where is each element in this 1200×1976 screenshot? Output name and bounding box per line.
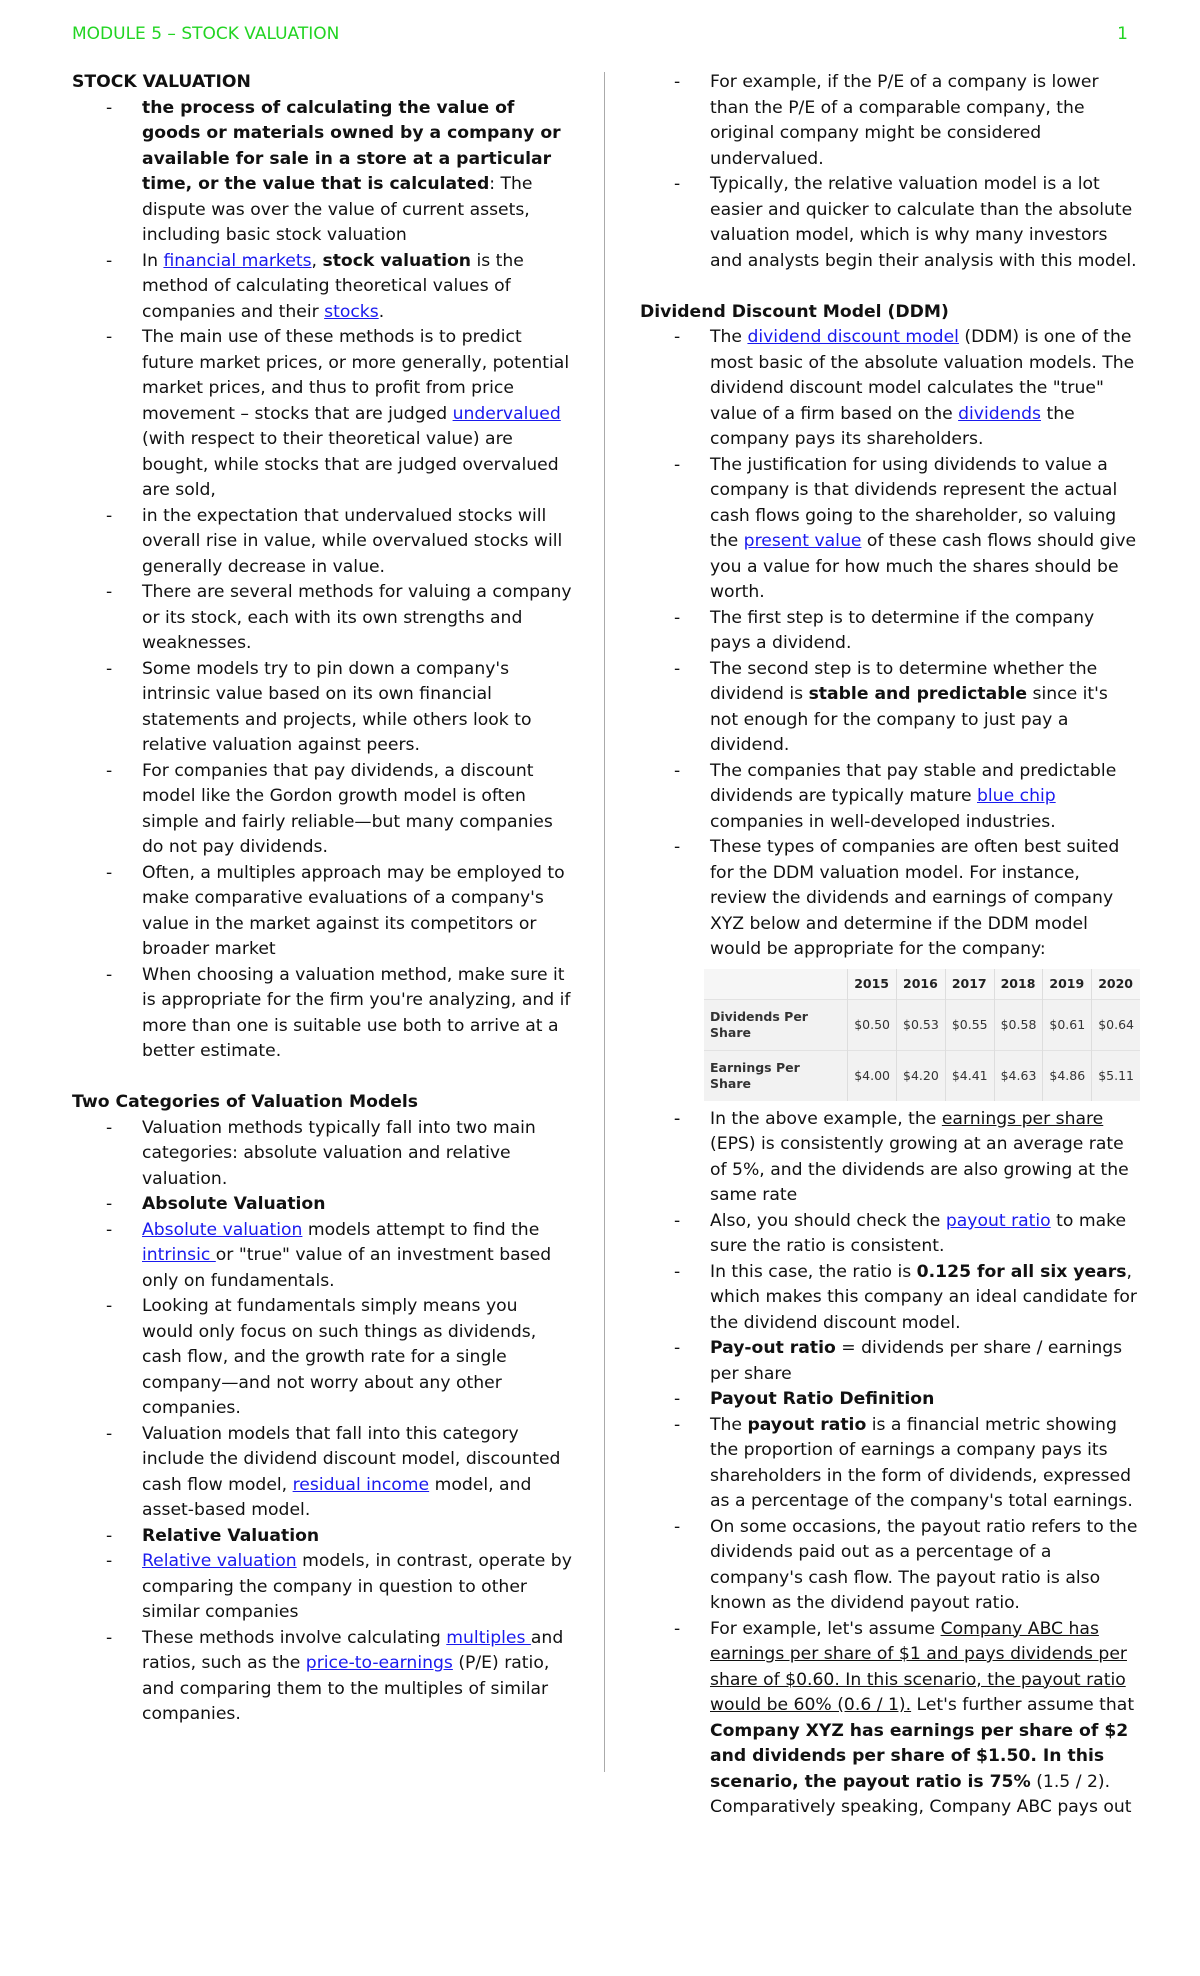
table-row <box>704 1050 1140 1101</box>
link-present-value[interactable]: present value <box>743 531 862 551</box>
table-cell: $4.63 <box>994 1050 1043 1101</box>
page-header <box>72 24 1128 50</box>
row-label: Earnings Per Share <box>704 1050 848 1101</box>
list-item: - Looking at fundamentals simply means you would only focus on such things as dividends, cash flow, and the growth rate for a single company—and not worry about any other companies. <box>72 1294 572 1422</box>
list-item: - For example, let's assume Company ABC has earnings per share of $1 and pays dividends per share of $0.60. In this scenario, the payout ratio would be 60% (0.6 / 1). Let's further assume that Company XYZ has earnings per share of $2 and dividends per share of $1.50. In this scenario, the payout ratio is 75% (1.5 / 2). Comparatively speaking, Company ABC pays out <box>640 1617 1140 1821</box>
section-title-ddm: Dividend Discount Model (DDM) <box>640 301 949 322</box>
table-cell: $0.61 <box>1043 999 1092 1050</box>
link-price-to-earnings[interactable]: price-to-earnings <box>305 1653 453 1673</box>
year-header: 2020 <box>1092 969 1140 1000</box>
list-item: - The main use of these methods is to predict future market prices, or more generally, potential market prices, and thus to profit from price movement – stocks that are judged undervalued (with respect to their theoretical value) are bought, while stocks that are judged overvalued are sold, <box>72 325 572 504</box>
list-item: - The justification for using dividends to value a company is that dividends represent the actual cash flows going to the shareholder, so valuing the present value of these cash flows should give you a value for how much the shares should be worth. <box>640 453 1140 606</box>
table-cell: $5.11 <box>1092 1050 1140 1101</box>
list-item: - These methods involve calculating multiples and ratios, such as the price-to-earnings (P/E) ratio, and comparing them to the multiples of similar companies. <box>72 1626 572 1728</box>
list-item: - The payout ratio is a financial metric showing the proportion of earnings a company pays its shareholders in the form of dividends, expressed as a percentage of the company's total earnings. <box>640 1413 1140 1515</box>
link-stocks[interactable]: stocks <box>324 301 379 322</box>
list-item: - In financial markets, stock valuation is the method of calculating theoretical values of companies and their stocks. <box>72 249 572 326</box>
list-item: - the process of calculating the value of goods or materials owned by a company or available for sale in a store at a particular time, or the value that is calculated: The dispute was over the value of current assets, including basic stock valuation <box>72 96 572 249</box>
two-categories-list <box>72 1116 572 1728</box>
dividends-earnings-table <box>704 969 1140 1101</box>
link-dividend-discount-model[interactable]: dividend discount model <box>747 327 959 347</box>
list-item: - In the above example, the earnings per share (EPS) is consistently growing at an average rate of 5%, and the dividends are also growing at the same rate <box>640 1107 1140 1209</box>
link-blue-chip[interactable]: blue chip <box>977 786 1056 806</box>
left-column <box>72 70 572 1728</box>
right-column <box>640 70 1140 1821</box>
section-title-two-categories: Two Categories of Valuation Models <box>72 1092 419 1112</box>
table-cell: $0.53 <box>897 999 946 1050</box>
pe-list <box>640 70 1140 274</box>
list-item <box>640 1387 1140 1413</box>
table-cell: $0.55 <box>945 999 994 1050</box>
list-item: - When choosing a valuation method, make sure it is appropriate for the firm you're analyzing, and if more than one is suitable use both to arrive at a better estimate. <box>72 963 572 1065</box>
year-header: 2016 <box>897 969 946 1000</box>
list-item: - in the expectation that undervalued stocks will overall rise in value, while overvalued stocks will generally decrease in value. <box>72 504 572 581</box>
link-financial-markets[interactable]: financial markets <box>163 250 312 271</box>
table-cell: $4.00 <box>848 1050 897 1101</box>
list-item: - The first step is to determine if the company pays a dividend. <box>640 606 1140 657</box>
table-cell: $0.50 <box>848 999 897 1050</box>
ddm-list <box>640 325 1140 1821</box>
year-header: 2018 <box>994 969 1043 1000</box>
link-absolute-valuation[interactable]: Absolute valuation <box>142 1219 303 1240</box>
stock-valuation-list <box>72 96 572 1065</box>
table-cell: $4.86 <box>1043 1050 1092 1101</box>
list-item: - Some models try to pin down a company's intrinsic value based on its own financial statements and projects, while others look to relative valuation against peers. <box>72 657 572 759</box>
list-item: - Absolute valuation models attempt to find the intrinsic or "true" value of an investment based only on fundamentals. <box>72 1218 572 1295</box>
list-item: - These types of companies are often best suited for the DDM valuation model. For instance, review the dividends and earnings of company XYZ below and determine if the DDM model would be appropriate for the company: 2015 2016 2017 2018 2019 2020 Dividends Per Share $0.50 $0.53 $0.55 $0.58 $0.61 $0.64 Earnings Per Share $4.00 $4.20 $4.41 $4.63 $4.86 $5.11 <box>640 835 1140 1101</box>
list-item <box>72 1192 572 1218</box>
row-label: Dividends Per Share <box>704 999 848 1050</box>
section-title-stock-valuation: STOCK VALUATION <box>72 72 251 92</box>
list-item: - Pay-out ratio = dividends per share / earnings per share <box>640 1336 1140 1387</box>
link-dividends[interactable]: dividends <box>958 403 1041 424</box>
link-multiples[interactable]: multiples <box>446 1627 531 1648</box>
spacer <box>72 1065 572 1091</box>
table-header-row <box>704 969 1140 1000</box>
module-title: MODULE 5 – STOCK VALUATION <box>72 24 340 44</box>
spacer <box>640 274 1140 300</box>
list-item: - On some occasions, the payout ratio refers to the dividends paid out as a percentage of a company's cash flow. The payout ratio is also known as the dividend payout ratio. <box>640 1515 1140 1617</box>
link-undervalued[interactable]: undervalued <box>452 403 561 424</box>
list-item: - Also, you should check the payout ratio to make sure the ratio is consistent. <box>640 1209 1140 1260</box>
list-item: - Valuation methods typically fall into two main categories: absolute valuation and relative valuation. <box>72 1116 572 1193</box>
link-payout-ratio[interactable]: payout ratio <box>945 1210 1051 1231</box>
link-relative-valuation[interactable]: Relative valuation <box>142 1551 297 1571</box>
list-item: - Valuation models that fall into this category include the dividend discount model, discounted cash flow model, residual income model, and asset-based model. <box>72 1422 572 1524</box>
list-item: - For companies that pay dividends, a discount model like the Gordon growth model is often simple and fairly reliable—but many companies do not pay dividends. <box>72 759 572 861</box>
list-item <box>72 1524 572 1550</box>
list-item: - There are several methods for valuing a company or its stock, each with its own strengths and weaknesses. <box>72 580 572 657</box>
table-cell: $4.20 <box>897 1050 946 1101</box>
table-cell: $0.58 <box>994 999 1043 1050</box>
list-item: - For example, if the P/E of a company is lower than the P/E of a comparable company, the original company might be considered undervalued. <box>640 70 1140 172</box>
subheading-relative-valuation: Relative Valuation <box>142 1525 320 1546</box>
list-item: - The dividend discount model (DDM) is one of the most basic of the absolute valuation models. The dividend discount model calculates the "true" value of a firm based on the dividends the company pays its shareholders. <box>640 325 1140 453</box>
table-row <box>704 999 1140 1050</box>
link-intrinsic[interactable]: intrinsic <box>142 1245 216 1265</box>
list-item: - In this case, the ratio is 0.125 for all six years, which makes this company an ideal candidate for the dividend discount model. <box>640 1260 1140 1337</box>
column-divider <box>604 72 605 1772</box>
year-header: 2017 <box>945 969 994 1000</box>
subheading-payout-ratio-definition: Payout Ratio Definition <box>710 1389 935 1409</box>
page-number: 1 <box>1117 24 1128 44</box>
list-item: - The second step is to determine whether the dividend is stable and predictable since it's not enough for the company to just pay a dividend. <box>640 657 1140 759</box>
list-item: - The companies that pay stable and predictable dividends are typically mature blue chip companies in well-developed industries. <box>640 759 1140 836</box>
list-item: - Relative valuation models, in contrast, operate by comparing the company in question to other similar companies <box>72 1549 572 1626</box>
table-corner <box>704 969 848 1000</box>
year-header: 2019 <box>1043 969 1092 1000</box>
list-item: - Often, a multiples approach may be employed to make comparative evaluations of a company's value in the market against its competitors or broader market <box>72 861 572 963</box>
year-header: 2015 <box>848 969 897 1000</box>
table-cell: $0.64 <box>1092 999 1140 1050</box>
link-residual-income[interactable]: residual income <box>292 1474 430 1495</box>
subheading-absolute-valuation: Absolute Valuation <box>142 1194 326 1214</box>
list-item: - Typically, the relative valuation model is a lot easier and quicker to calculate than the absolute valuation model, which is why many investors and analysts begin their analysis with this model. <box>640 172 1140 274</box>
table-cell: $4.41 <box>945 1050 994 1101</box>
